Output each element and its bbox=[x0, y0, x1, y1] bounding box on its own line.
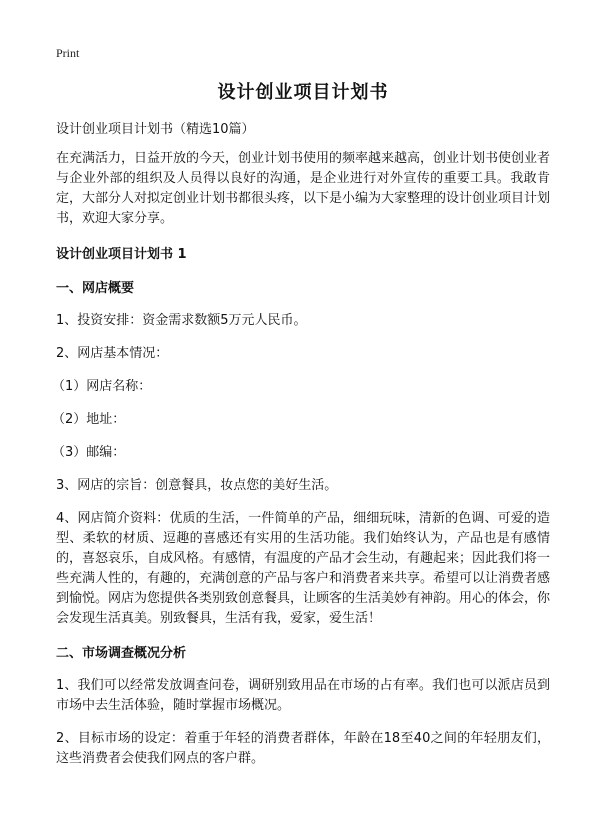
part1-item-3: 3、网店的宗旨：创意餐具，妆点您的美好生活。 bbox=[56, 478, 338, 493]
part1-heading: 一、网店概要 bbox=[56, 281, 135, 296]
part1-sub-1: （1）网店名称： bbox=[52, 379, 152, 394]
part1-sub-3: （3）邮编： bbox=[52, 445, 126, 460]
part1-sub-2: （2）地址： bbox=[52, 412, 126, 427]
print-link[interactable]: Print bbox=[56, 46, 80, 60]
document-subtitle: 设计创业项目计划书（精选10篇） bbox=[56, 122, 255, 137]
part2-item-2: 2、目标市场的设定：着重于年轻的消费者群体，年龄在18至40之间的年轻朋友们，这些消费者会使我们网点的客户群。 bbox=[56, 731, 550, 766]
section-title: 设计创业项目计划书 1 bbox=[56, 247, 187, 262]
part1-item-2: 2、网店基本情况： bbox=[56, 346, 169, 361]
part2-heading: 二、市场调查概况分析 bbox=[56, 646, 187, 661]
part2-item-1: 1、我们可以经常发放调查问卷，调研别致用品在市场的占有率。我们也可以派店员到市场中去生活体验，随时掌握市场概况。 bbox=[56, 678, 550, 713]
document-body bbox=[52, 78, 551, 782]
part1-item-4: 4、网店简介资料：优质的生活，一件简单的产品，细细玩味，清新的色调、可爱的造型、柔软的材质、逗趣的喜感还有实用的生活功能。我们始终认为，产品也是有感情的，喜怒哀乐，自成风格。有感情，有温度的产品才会生动，有趣起来；因此我们将一些充满人性的，有趣的，充满创意的产品与客户和消费者来共享。希望可以让消费者感到愉悦。网店为您提供各类别致创意餐具，让顾客的生活美妙有神韵。用心的体会，你会发现生活真美。别致餐具，生活有我，爱家，爱生活！ bbox=[56, 511, 551, 626]
part1-item-1: 1、投资安排：资金需求数额5万元人民币。 bbox=[56, 313, 307, 328]
intro-paragraph: 在充满活力，日益开放的今天，创业计划书使用的频率越来越高，创业计划书使创业者与企业外部的组织及人员得以良好的沟通，是企业进行对外宣传的重要工具。我敢肯定，大部分人对拟定创业计划书都很头疼，以下是小编为大家整理的设计创业项目计划书，欢迎大家分享。 bbox=[56, 151, 551, 226]
document-title: 设计创业项目计划书 bbox=[217, 82, 389, 103]
